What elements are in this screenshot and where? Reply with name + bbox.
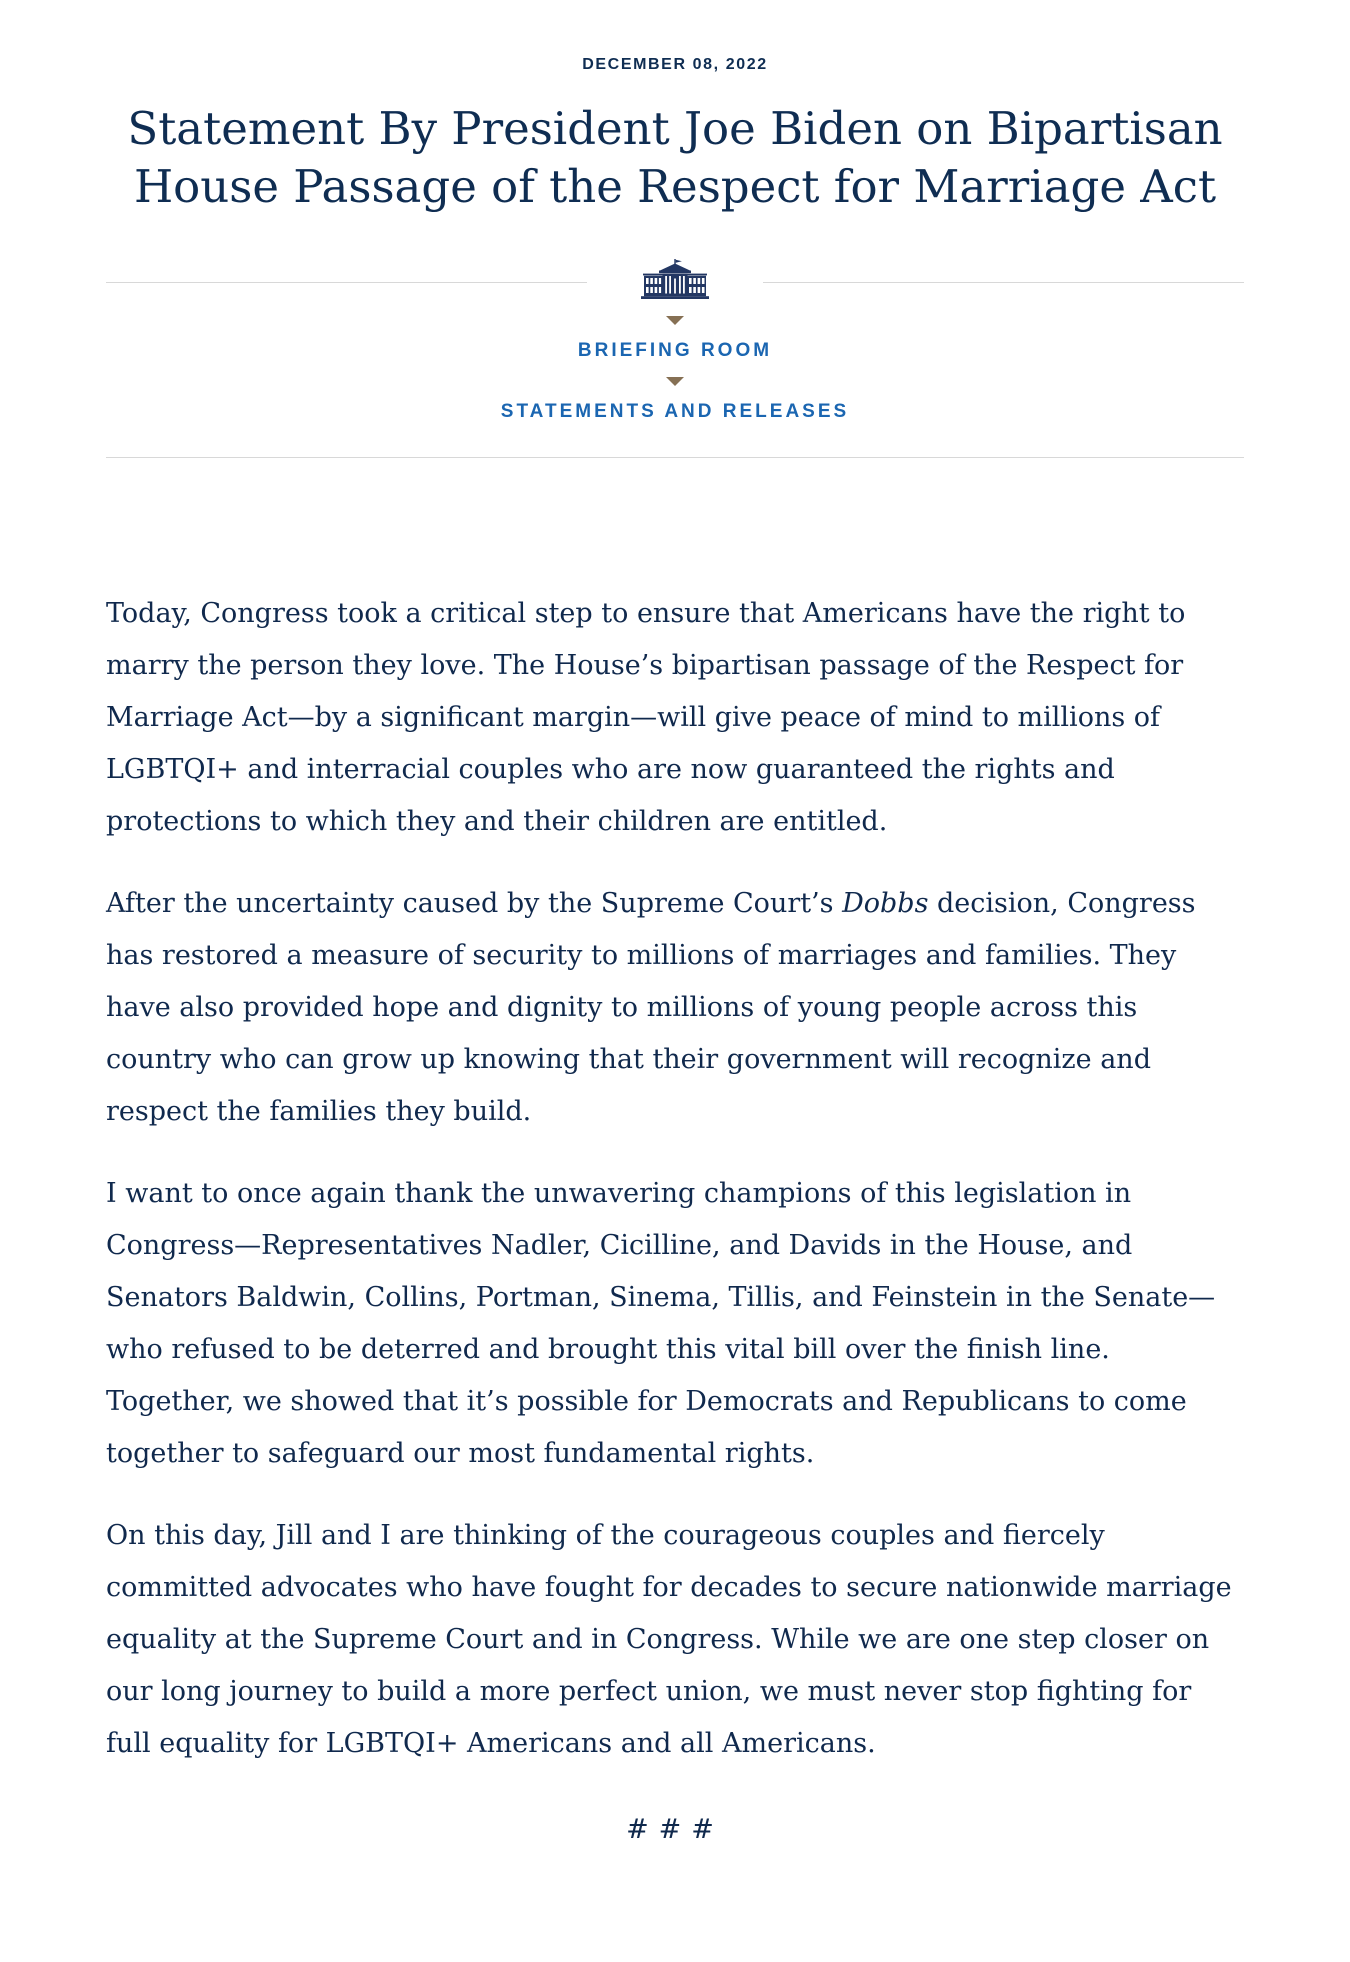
article-header — [106, 56, 1244, 458]
italic-text: Dobbs — [842, 888, 929, 919]
chevron-down-icon — [666, 377, 684, 386]
breadcrumb-link-statements-and-releases[interactable]: STATEMENTS AND RELEASES — [500, 401, 850, 422]
end-mark: ### — [626, 1814, 724, 1845]
breadcrumb — [106, 316, 1244, 423]
article-paragraph: On this day, Jill and I are thinking of the courageous couples and fiercely committed advocates who have fought for decades to secure nationwide marriage equality at the Supreme Court and in Congress. While we are one step closer on our long journey to build a more perfect union, we must never stop fighting for full equality for LGBTQI+ Americans and all Americans. — [106, 1520, 1232, 1759]
article-body — [106, 588, 1244, 1770]
divider-line-left — [106, 282, 587, 283]
header-bottom-rule — [106, 457, 1244, 458]
article-date: DECEMBER 08, 2022 — [582, 56, 768, 73]
white-house-building-icon — [641, 259, 709, 305]
chevron-down-icon — [666, 316, 684, 325]
page-title-line-2: House Passage of the Respect for Marriage Act — [133, 160, 1217, 213]
divider-line-right — [763, 282, 1244, 283]
article-paragraph: After the uncertainty caused by the Supreme Court’s Dobbs decision, Congress has restored a measure of security to millions of marriages and families. They have also provided hope and dignity to millions of young people across this country who can grow up knowing that their government will recognize and respect the families they build. — [106, 888, 1196, 1127]
breadcrumb-link-briefing-room[interactable]: BRIEFING ROOM — [577, 340, 773, 361]
page-title — [106, 100, 1244, 216]
article-paragraph: Today, Congress took a critical step to ensure that Americans have the right to marry the person they love. The House’s bipartisan passage of the Respect for Marriage Act—by a significant margin—will give peace of mind to millions of LGBTQI+ and interracial couples who are now guaranteed the rights and protections to which they and their children are entitled. — [106, 598, 1186, 837]
logo-divider — [106, 258, 1244, 306]
page-title-line-1: Statement By President Joe Biden on Bipartisan — [127, 102, 1223, 155]
article-paragraph: I want to once again thank the unwavering champions of this legislation in Congress—Representatives Nadler, Cicilline, and Davids in the House, and Senators Baldwin, Collins, Portman, Sinema, Tillis, and Feinstein in the Senate—who refused to be deterred and brought this vital bill over the finish line. Together, we showed that it’s possible for Democrats and Republicans to come together to safeguard our most fundamental rights. — [106, 1178, 1216, 1469]
